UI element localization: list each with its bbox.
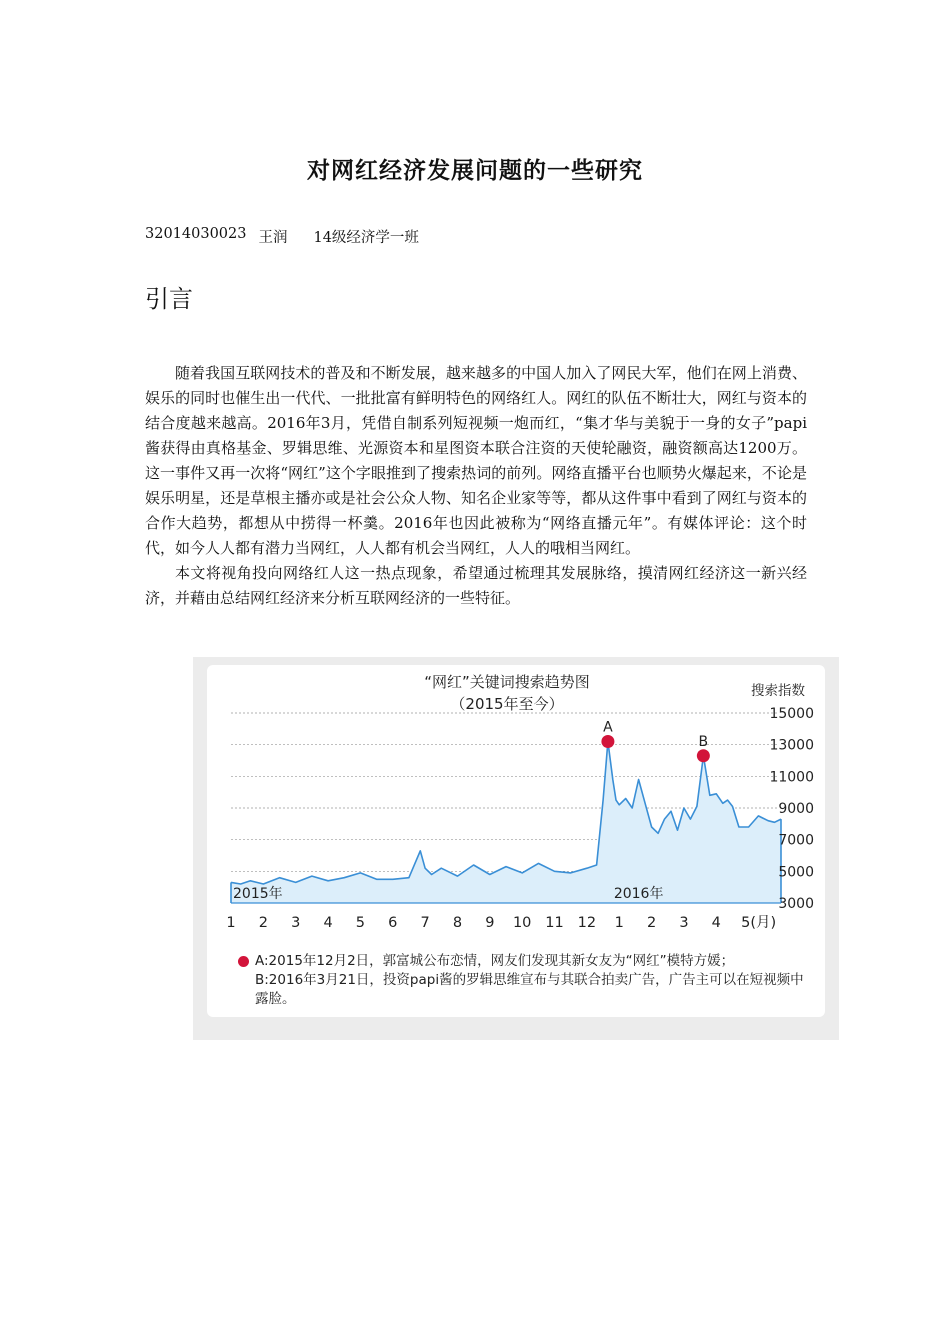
- x-tick-label: 5: [355, 915, 366, 931]
- marker-dot-icon: [238, 956, 249, 967]
- section-heading: 引言: [145, 285, 193, 313]
- y-tick-label: 5000: [778, 864, 814, 881]
- annotation-marker: [601, 735, 614, 748]
- x-tick-label: 2: [646, 915, 657, 931]
- student-id: 32014030023: [145, 226, 247, 242]
- series-area: [231, 742, 781, 904]
- x-tick-label: 9: [485, 915, 495, 931]
- y-tick-label: 15000: [769, 706, 814, 722]
- y-tick-label: 3000: [778, 896, 814, 912]
- year-label: 2016年: [613, 886, 664, 902]
- annotation-marker: [697, 749, 710, 762]
- paragraph-1: 随着我国互联网技术的普及和不断发展，越来越多的中国人加入了网民大军，他们在网上消费、娱乐的同时也催生出一代代、一批批富有鲜明特色的网络红人。网红的队伍不断壮大，网红与资本的结合度越来越高。2016年3月，凭借自制系列短视频一炮而红，“集才华与美貌于一身的女子”papi酱获得由真格基金、罗辑思维、光源资本和星图资本联合注资的天使轮融资，融资额高达1200万。这一事件又再一次将“网红”这个字眼推到了搜索热词的前列。网络直播平台也顺势火爆起来，不论是娱乐明星，还是草根主播亦或是社会公众人物、知名企业家等等，都从这件事中看到了网红与资本的合作大趋势，都想从中捞得一杯羹。2016年也因此被称为“网络直播元年”。有媒体评论：这个时代，如今人人都有潜力当网红，人人都有机会当网红，人人的哦相当网红。: [145, 364, 807, 557]
- x-tick-label: 11: [545, 915, 564, 931]
- x-tick-label: 3: [291, 915, 301, 931]
- paragraph-2: 本文将视角投向网络红人这一热点现象，希望通过梳理其发展脉络，摸清网红经济这一新兴经济，并藉由总结网红经济来分析互联网经济的一些特征。: [145, 564, 807, 607]
- x-tick-label: 8: [452, 915, 463, 931]
- x-tick-label: 12: [577, 915, 597, 931]
- y-tick-label: 7000: [778, 832, 814, 849]
- annotation-label: A: [603, 719, 613, 736]
- x-tick-label: 10: [512, 915, 532, 931]
- body-text: [145, 361, 807, 611]
- chart-title: “网红”关键词搜索趋势图: [424, 673, 590, 691]
- x-tick-label: 6: [388, 915, 398, 931]
- y-axis-label: 搜索指数: [751, 683, 805, 699]
- y-tick-label: 11000: [769, 769, 814, 786]
- year-label: 2015年: [233, 886, 283, 902]
- page-title: 对网红经济发展问题的一些研究: [307, 157, 643, 184]
- x-tick-label: 1: [614, 915, 624, 931]
- note-b-text: B:2016年3月21日，投资papi酱的罗辑思维宣布与其联合拍卖广告，广告主可以在短视频中露脸。: [255, 972, 804, 1007]
- x-tick-label: 3: [679, 915, 689, 931]
- chart-panel: [207, 665, 825, 1017]
- x-tick-label: 5(月): [741, 915, 777, 931]
- note-a-text: A:2015年12月2日，郭富城公布恋情，网友们发现其新女友为“网红”模特方媛；: [255, 953, 735, 969]
- x-tick-label: 1: [226, 915, 236, 931]
- chart-subtitle: （2015年至今）: [450, 695, 564, 713]
- x-tick-label: 2: [258, 915, 268, 931]
- author-class: 14级经济学一班: [313, 230, 419, 246]
- note-a: [255, 952, 815, 971]
- annotation-label: B: [698, 733, 709, 750]
- figure: [193, 657, 839, 1040]
- author-name: 王润: [258, 230, 288, 246]
- note-b: [255, 971, 815, 1009]
- x-tick-label: 4: [323, 915, 333, 931]
- author-line: [145, 226, 419, 247]
- chart-notes: [255, 952, 815, 1009]
- x-tick-label: 7: [420, 915, 430, 931]
- y-tick-label: 9000: [778, 801, 814, 817]
- y-tick-label: 13000: [769, 737, 814, 754]
- x-tick-label: 4: [711, 915, 721, 931]
